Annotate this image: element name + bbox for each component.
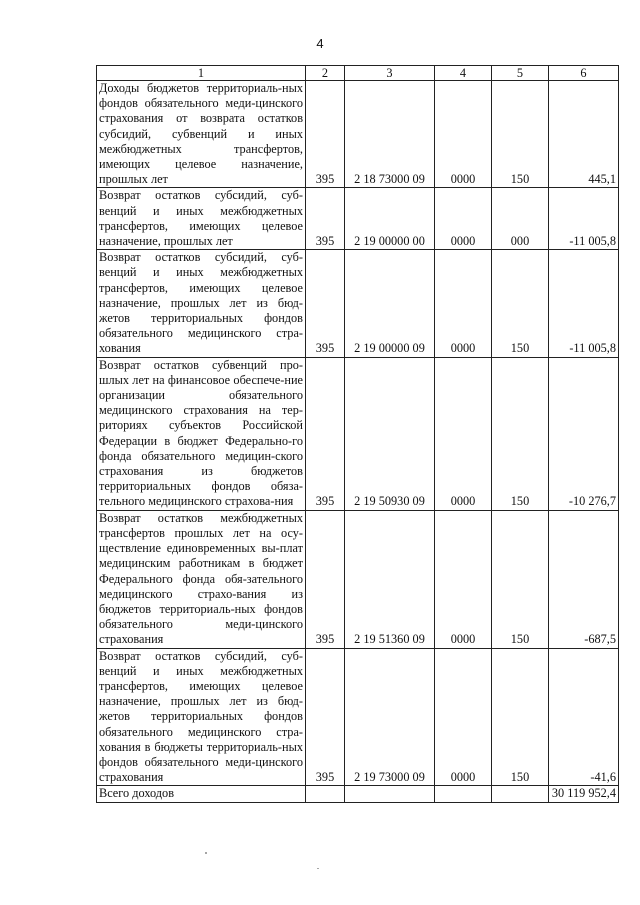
admin-code-cell: 395	[306, 250, 345, 357]
amount-cell: -11 005,8	[549, 188, 619, 250]
admin-code-cell: 395	[306, 81, 345, 188]
row-description: Возврат остатков субсидий, суб-венций и иных межбюджетных трансфертов, имеющих целевое назначение, прошлых лет из бюд-жетов территориальных фондов обязательного медицинского стра-хования в бюджеты территориаль-ных фондов обязательного меди-цинского страхования	[97, 648, 306, 786]
program-code-cell: 0000	[435, 357, 492, 510]
column-header: 5	[492, 66, 549, 81]
total-label: Всего доходов	[97, 786, 306, 802]
revenue-code-cell: 2 19 73000 09	[345, 648, 435, 786]
kind-code-cell: 150	[492, 357, 549, 510]
row-description: Возврат остатков субвенций про-шлых лет на финансовое обеспече-ние организации обязательного медицинского страхования на тер-риториях субъектов Российской Федерации в бюджет Федерально-го фонда обязательного медицин-ского страхования из бюджетов территориальных фондов обяза-тельного медицинского страхова-ния	[97, 357, 306, 510]
kind-code-cell: 150	[492, 250, 549, 357]
empty-cell	[306, 786, 345, 802]
page-number: 4	[316, 36, 324, 51]
table-row	[97, 510, 619, 648]
table-row	[97, 357, 619, 510]
program-code-cell: 0000	[435, 250, 492, 357]
row-description: Возврат остатков субсидий, суб-венций и иных межбюджетных трансфертов, имеющих целевое назначение, прошлых лет	[97, 188, 306, 250]
column-header: 1	[97, 66, 306, 81]
column-header: 2	[306, 66, 345, 81]
scan-speck	[205, 852, 207, 854]
column-header: 4	[435, 66, 492, 81]
kind-code-cell: 000	[492, 188, 549, 250]
revenue-code-cell: 2 19 00000 09	[345, 250, 435, 357]
admin-code-cell: 395	[306, 188, 345, 250]
empty-cell	[345, 786, 435, 802]
admin-code-cell: 395	[306, 357, 345, 510]
revenue-code-cell: 2 18 73000 09	[345, 81, 435, 188]
admin-code-cell: 395	[306, 648, 345, 786]
empty-cell	[492, 786, 549, 802]
amount-cell: 445,1	[549, 81, 619, 188]
revenue-table	[96, 65, 619, 803]
column-header: 6	[549, 66, 619, 81]
table-row	[97, 81, 619, 188]
amount-cell: -10 276,7	[549, 357, 619, 510]
row-description: Возврат остатков межбюджетных трансфертов прошлых лет на осу-ществление единовременных вы-плат медицинским работникам в бюджет Федерального фонда обя-зательного медицинского страхо-вания из бюджетов территориаль-ных фондов обязательного меди-цинского страхования	[97, 510, 306, 648]
program-code-cell: 0000	[435, 81, 492, 188]
program-code-cell: 0000	[435, 188, 492, 250]
column-header: 3	[345, 66, 435, 81]
kind-code-cell: 150	[492, 510, 549, 648]
revenue-code-cell: 2 19 51360 09	[345, 510, 435, 648]
kind-code-cell: 150	[492, 648, 549, 786]
revenue-code-cell: 2 19 50930 09	[345, 357, 435, 510]
table-row	[97, 250, 619, 357]
empty-cell	[435, 786, 492, 802]
amount-cell: -687,5	[549, 510, 619, 648]
scan-speck	[317, 868, 319, 869]
amount-cell: -41,6	[549, 648, 619, 786]
amount-cell: -11 005,8	[549, 250, 619, 357]
program-code-cell: 0000	[435, 648, 492, 786]
total-amount: 30 119 952,4	[549, 786, 619, 802]
admin-code-cell: 395	[306, 510, 345, 648]
kind-code-cell: 150	[492, 81, 549, 188]
revenue-code-cell: 2 19 00000 00	[345, 188, 435, 250]
table-row	[97, 188, 619, 250]
row-description: Возврат остатков субсидий, суб-венций и иных межбюджетных трансфертов, имеющих целевое назначение, прошлых лет из бюд-жетов территориальных фондов обязательного медицинского стра-хования	[97, 250, 306, 357]
total-row	[97, 786, 619, 802]
row-description: Доходы бюджетов территориаль-ных фондов обязательного меди-цинского страхования от возврата остатков субсидий, субвенций и иных межбюджетных трансфертов, имеющих целевое назначение, прошлых лет	[97, 81, 306, 188]
program-code-cell: 0000	[435, 510, 492, 648]
table-header-row	[97, 66, 619, 81]
table-row	[97, 648, 619, 786]
